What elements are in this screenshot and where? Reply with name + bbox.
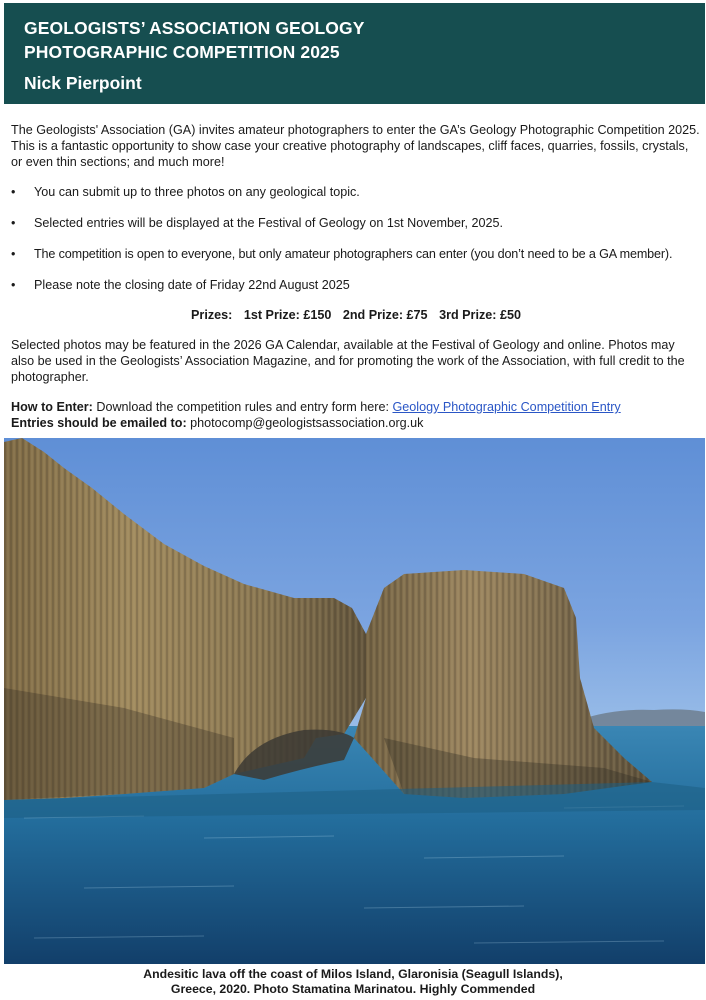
bullet-list xyxy=(11,184,701,293)
bullet-icon: • xyxy=(11,185,16,199)
how-to-enter-text: Download the competition rules and entry form here: xyxy=(96,400,389,414)
sea-arch-illustration xyxy=(4,438,705,964)
list-item xyxy=(11,215,701,231)
article-body xyxy=(11,122,701,431)
intro-paragraph: The Geologists' Association (GA) invites amateur photographers to enter the GA’s Geology Photographic Competition 2025. This is a fantastic opportunity to show case your creative photography of landscapes, cliff faces, quarries, fossils, crystals, or even thin sections; and much more! xyxy=(11,123,700,169)
bullet-icon: • xyxy=(11,216,16,230)
how-to-enter-line xyxy=(11,399,701,415)
prizes-label: Prizes: xyxy=(191,308,233,322)
author-name: Nick Pierpoint xyxy=(24,73,142,93)
caption-line-2: Greece, 2020. Photo Stamatina Marinatou. Highly Commended xyxy=(170,982,536,996)
second-prize: 2nd Prize: £75 xyxy=(342,308,428,322)
list-item xyxy=(11,277,701,293)
header-banner xyxy=(4,3,705,104)
bullet-text: You can submit up to three photos on any geological topic. xyxy=(34,185,360,199)
caption-line-1: Andesitic lava off the coast of Milos Island, Glaronisia (Seagull Islands), xyxy=(143,967,563,981)
email-label: Entries should be emailed to: xyxy=(11,416,187,430)
prizes-line xyxy=(11,307,701,323)
calendar-paragraph: Selected photos may be featured in the 2026 GA Calendar, available at the Festival of Geology and online. Photos may also be used in the Geologists’ Association Magazine, and for promoting the work of the Association, with full credit to the photographer. xyxy=(11,338,685,384)
email-address: photocomp@geologistsassociation.org.uk xyxy=(190,416,424,430)
bullet-icon: • xyxy=(11,278,16,292)
bullet-text: Selected entries will be displayed at the Festival of Geology on 1st November, 2025. xyxy=(34,216,504,230)
entry-form-link[interactable]: Geology Photographic Competition Entry xyxy=(392,400,621,414)
bullet-text: The competition is open to everyone, but only amateur photographers can enter (you don’t need to be a GA member). xyxy=(34,247,673,261)
bullet-text: Please note the closing date of Friday 22nd August 2025 xyxy=(34,278,350,292)
title-line-2: PHOTOGRAPHIC COMPETITION 2025 xyxy=(24,42,340,62)
competition-photo xyxy=(4,438,705,964)
title-line-1: GEOLOGISTS’ ASSOCIATION GEOLOGY xyxy=(24,18,365,38)
first-prize: 1st Prize: £150 xyxy=(243,308,332,322)
photo-caption xyxy=(0,967,706,997)
how-to-enter-label: How to Enter: xyxy=(11,400,93,414)
list-item xyxy=(11,184,701,200)
bullet-icon: • xyxy=(11,247,16,261)
email-line xyxy=(11,415,701,431)
third-prize: 3rd Prize: £50 xyxy=(439,308,521,322)
list-item xyxy=(11,246,701,262)
